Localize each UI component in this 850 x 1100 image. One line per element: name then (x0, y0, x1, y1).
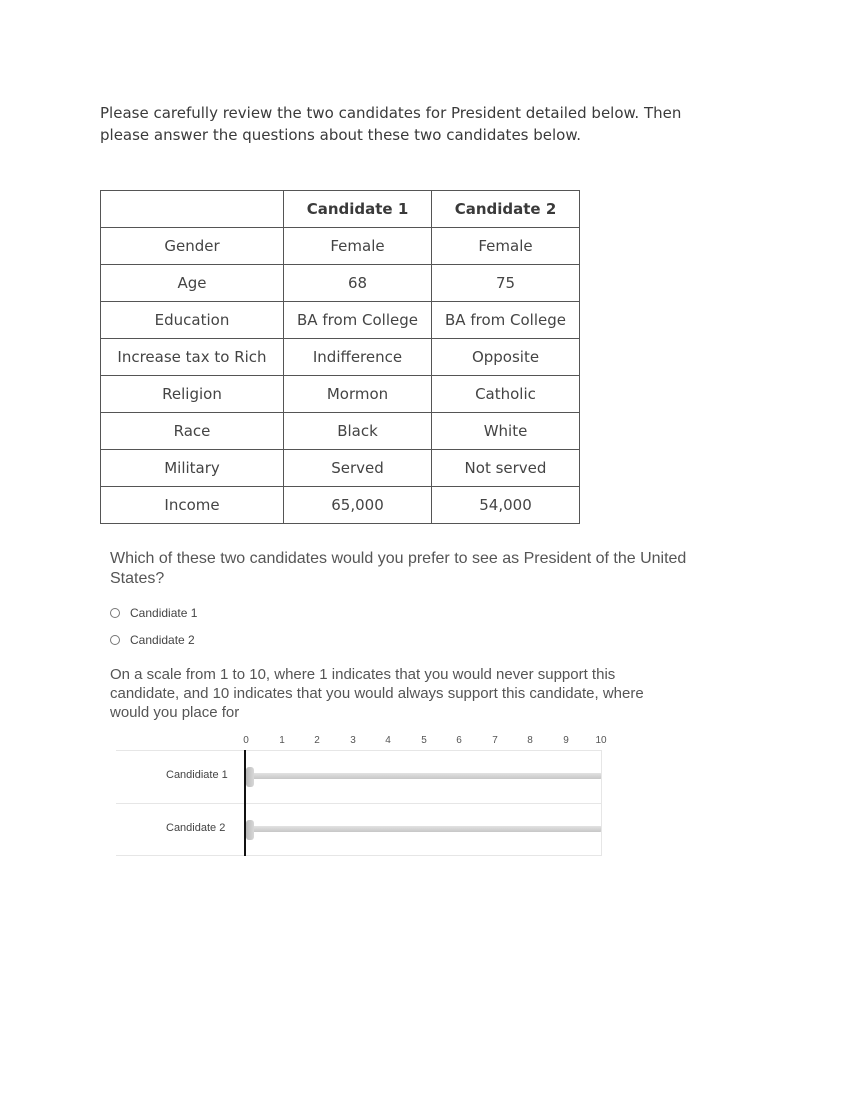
scale-tick-1: 1 (279, 735, 285, 746)
scale-zero-line (244, 750, 246, 856)
slider-handle-candidate-2[interactable] (246, 820, 254, 840)
scale-tick-9: 9 (563, 735, 569, 746)
question-support-scale: On a scale from 1 to 10, where 1 indicates that you would never support this candidate, and 10 indicates that you would always support this candidate, where would you place for (110, 666, 644, 721)
slider-row-candidate-1 (116, 750, 602, 802)
candidate-2-value: BA from College (432, 302, 580, 339)
intro-text: Please carefully review the two candidates for President detailed below. Then please answer the questions about these two candidates below. (100, 104, 682, 144)
slider-label-candidate-2: Candidate 2 (166, 822, 226, 834)
slider-handle-candidate-1[interactable] (246, 767, 254, 787)
candidate-2-value: 54,000 (432, 487, 580, 524)
candidate-2-value: Catholic (432, 376, 580, 413)
candidate-2-value: Female (432, 228, 580, 265)
table-row-military (101, 450, 580, 487)
candidate-1-value: Served (284, 450, 432, 487)
scale-tick-2: 2 (314, 735, 320, 746)
table-row-gender (101, 228, 580, 265)
candidate-1-value: Female (284, 228, 432, 265)
row-label: Gender (101, 228, 284, 265)
slider-row-candidate-2 (116, 803, 602, 856)
candidate-table (100, 190, 580, 524)
radio-label-candidate-2[interactable]: Candidate 2 (130, 633, 195, 647)
radio-button-candidate-2[interactable] (110, 635, 120, 645)
scale-tick-3: 3 (350, 735, 356, 746)
row-label: Religion (101, 376, 284, 413)
candidate-1-value: Mormon (284, 376, 432, 413)
candidate-2-value: 75 (432, 265, 580, 302)
scale-tick-0: 0 (243, 735, 249, 746)
scale-tick-6: 6 (456, 735, 462, 746)
row-label: Race (101, 413, 284, 450)
row-label: Military (101, 450, 284, 487)
radio-label-candidate-1[interactable]: Candidiate 1 (130, 606, 198, 620)
slider-group (116, 750, 602, 856)
table-header-candidate-1: Candidate 1 (284, 191, 432, 228)
candidate-2-value: Not served (432, 450, 580, 487)
table-row-age (101, 265, 580, 302)
table-row-religion (101, 376, 580, 413)
table-header-attribute (101, 191, 284, 228)
scale-tick-4: 4 (385, 735, 391, 746)
scale-tick-5: 5 (421, 735, 427, 746)
radio-option-candidate-1[interactable] (110, 605, 197, 621)
scale-tick-8: 8 (527, 735, 533, 746)
table-row-race (101, 413, 580, 450)
candidate-1-value: 68 (284, 265, 432, 302)
candidate-2-value: Opposite (432, 339, 580, 376)
candidate-1-value: BA from College (284, 302, 432, 339)
slider-label-candidate-1: Candidiate 1 (166, 769, 228, 781)
scale-tick-7: 7 (492, 735, 498, 746)
row-label: Education (101, 302, 284, 339)
candidate-1-value: Indifference (284, 339, 432, 376)
candidate-1-value: Black (284, 413, 432, 450)
table-row-education (101, 302, 580, 339)
slider-track-candidate-1[interactable] (246, 773, 602, 779)
question-preference: Which of these two candidates would you prefer to see as President of the United States? (110, 550, 687, 587)
row-label: Age (101, 265, 284, 302)
row-label: Income (101, 487, 284, 524)
radio-option-candidate-2[interactable] (110, 632, 195, 648)
slider-track-candidate-2[interactable] (246, 826, 602, 832)
table-row-income (101, 487, 580, 524)
table-row-tax (101, 339, 580, 376)
candidate-2-value: White (432, 413, 580, 450)
scale-tick-10: 10 (595, 735, 607, 746)
scale-right-border (601, 750, 602, 856)
radio-button-candidate-1[interactable] (110, 608, 120, 618)
candidate-1-value: 65,000 (284, 487, 432, 524)
table-header-candidate-2: Candidate 2 (432, 191, 580, 228)
row-label: Increase tax to Rich (101, 339, 284, 376)
table-header-row (101, 191, 580, 228)
